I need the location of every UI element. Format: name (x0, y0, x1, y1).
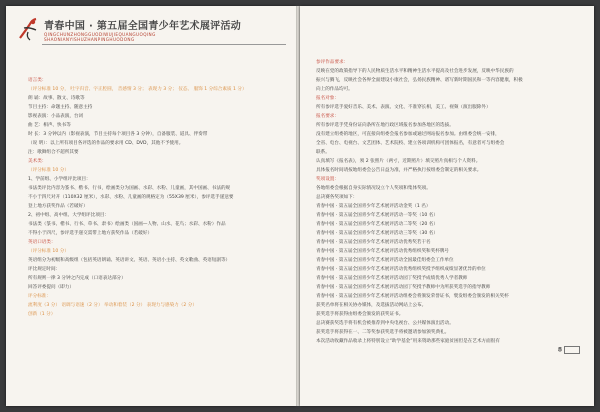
event-title-pinyin: QINGCHUNZHONGGUODIWUJIEQUANGUOQING (44, 31, 156, 37)
text-line: （评分标准 10 分， 吐字归音、字正腔圆， 音感情 3 分； 表现力 3 分； 仪态、 服饰 1 分综合素质 1 分） (28, 87, 247, 92)
event-title-pinyin-2: SHAONIANYISHUZHANPINGHUODONG (44, 36, 135, 42)
text-line: 回答评委提问（即力） (28, 285, 74, 290)
text-line: 登上地方获奖作品（若破好） (28, 204, 88, 209)
text-line: 创新（1 分） (28, 312, 56, 317)
text-line: 青春中国 · 第五届全国青少年艺术展评活动组委会将颁发荣誉证书，褒发组委会颁发的相关奖杯 (316, 294, 509, 299)
text-line: （评分标准 10 分） (28, 249, 69, 254)
text-line: 振兴与腾飞，反映社会各界全面建设小康社会，弘扬民族精神、谱写新时期国民和一等内容健康，积极 (316, 78, 523, 83)
text-line: 所有参评选手凭身份证向条所在地行政区域报名参加各地区的选拔。 (316, 123, 454, 128)
text-line: 本次活动收藏作品收录上将特别设立“助学基金”用来资助那些家庭贫困但是在艺术方面很有 (316, 339, 500, 344)
dancer-logo-icon (16, 16, 40, 42)
text-line: 流利度（3 分） 语调与语速（2 分） 举动和着装（2 分） 表现力与感染力（2 分） (28, 303, 197, 308)
text-line: 书法类（篆书、楷书、行书、草书、隶书）绘画类（国画—人物、山水、花鸟；水彩、水粉）作品 (28, 222, 226, 227)
text-line: 青春中国 · 第五届全国青少年艺术展评活动园丁奖授予成绩优秀人学者教师 (316, 276, 468, 281)
header-divider (42, 44, 286, 45)
text-line: 青春中国 · 第五届全国青少年艺术展评活动三等奖（30 名） (316, 231, 438, 236)
text-line: 青春中国 · 第五届全国青少年艺术展评活动优秀奖若干名 (316, 240, 431, 245)
text-line: 总决赛各奖项如下： (316, 195, 358, 200)
text-line: 2、初中组、高中组、大学组评比项目： (28, 213, 110, 218)
text-line: 没有建立组委的地区，可直接向组委会报名参加或通过网站报名参加。由组委会统一安排， (316, 132, 500, 137)
text-line: 获奖选手将获得由组委会颁发的获奖证书。 (316, 312, 404, 317)
text-line: （评分标准 10 分） (28, 168, 69, 173)
text-line: 全省、电台、电视台、文艺团体、艺术院校、建立各项训机构可团体报名，有意者可与组委会 (316, 141, 505, 146)
text-line: 曲 艺：相声、快书等 (28, 123, 71, 128)
page-number-box (564, 346, 580, 354)
text-line: 青春中国 · 第五届全国青少年艺术展评活动全国最佳组委会工作单位 (316, 258, 454, 263)
right-page (300, 6, 594, 406)
text-line: 节目主持：命题主持、随意主持 (28, 105, 93, 110)
section-heading: 语言类： (28, 78, 47, 83)
text-line: （说 明）：以上所有项目各评选的作品的要求用 CD、DVD，其他不予使用。 (28, 141, 184, 146)
page-number-label: 8 (557, 346, 562, 354)
text-line: 英语组分为初级和高级组（包括英语朗诵、英语讲文、英语、英语小主持、英文歌曲、英语短剧等） (28, 258, 231, 263)
text-line: 青春中国 · 第五届全国青少年艺术展评活动二等奖（20 名） (316, 222, 438, 227)
text-line: 朗 诵：故事、散文、诗歌等 (28, 96, 85, 101)
event-header (16, 14, 241, 44)
right-page-body (316, 58, 574, 346)
event-title: 青春中国 · 第五届全国青少年艺术展评活动 (44, 20, 242, 32)
section-heading: 奖项设置： (316, 177, 339, 182)
text-line: 各地组委会根据自身实际情况设立个人奖项和集体奖项。 (316, 186, 431, 191)
text-line: 青春中国 · 第五届全国青少年艺术展评活动金奖（1 名） (316, 204, 431, 209)
section-heading: 报名对象： (316, 96, 339, 101)
text-line: 评分标准： (28, 294, 51, 299)
section-heading: 报名要求： (316, 114, 339, 119)
text-line: 1、学前组、小学组评比项目： (28, 177, 91, 182)
text-line: 书法类评比内容为篆书、楷书、行书，绘画类分为国画、水彩、水粉、儿童画，其中国画、书法的规 (28, 186, 231, 191)
text-line: 总决赛获奖选手将有机会被推荐到中央电视台、公共媒体演出活动。 (316, 321, 454, 326)
text-line: 青春中国 · 第五届全国青少年艺术展评活动优秀组织奖授予组织成绩显著优异的单位 (316, 267, 486, 272)
text-line: 不得小于四尺，参评选手递交需带上地方获奖作品（若破好） (28, 231, 153, 236)
page-number (558, 346, 580, 354)
text-line: 联系。 (316, 150, 330, 155)
section-heading: 参评作品要求： (316, 60, 349, 65)
text-line: 影视表演：小品表演，台词 (28, 114, 84, 119)
text-line: 所有规则一律 3 分钟之内完成（口语表达部分） (28, 276, 126, 281)
text-line: 青春中国 · 第五届全国青少年艺术展评活动优秀组织奖和奖杯牌号 (316, 249, 450, 254)
text-line: 注：歌舞组合不超所其要 (28, 150, 79, 155)
text-line: 反映在党的政策指导下的人民物质生活水平和精神生活水平提高及社会进步发展，反映中华民族的 (316, 69, 514, 74)
text-line: 认真填写《报名表》，须 2 张照片（两寸，近期照片）填交照片真相与个人资料。 (316, 159, 481, 164)
section-heading: 英语口语类： (28, 240, 56, 245)
text-line: 获奖选手将获得在一、二等奖参获奖选手将被邀请参加颁奖典礼。 (316, 330, 450, 335)
text-line: 向上的作品均可。 (316, 87, 353, 92)
section-heading: 美术类： (28, 159, 47, 164)
left-page-body (28, 76, 284, 319)
text-line: 不小于四尺对开（110X32 厘米），水彩、水粉、儿童画的规格定为（55X39 厘米），参评选手递送要 (28, 195, 234, 200)
text-line: 青春中国 · 第五届全国青少年艺术展评活动园丁奖授予教师中为所获奖选手的指导教师 (316, 285, 491, 290)
text-line: 具体报名时间请按地组委会公告日益为准，并严格执行按组委会制定的相关要求。 (316, 168, 482, 173)
left-page (6, 6, 296, 406)
text-line: 评比规定时间： (28, 267, 61, 272)
text-line: 时 长：3 分钟以内（影视表演，节目主持每个项目各 3 分钟），自备服装、道具、伴奏带 (28, 132, 208, 137)
text-line: 青春中国 · 第五届全国青少年艺术展评活动一等奖（10 名） (316, 213, 438, 218)
text-line: 获奖名单将在相关协办媒体，及选拔活动网站上公布。 (316, 303, 427, 308)
text-line: 所有参评选手爱好音乐、美术、表演、文化、不准穿长相，美工、视频（演出服除外） (316, 105, 491, 110)
